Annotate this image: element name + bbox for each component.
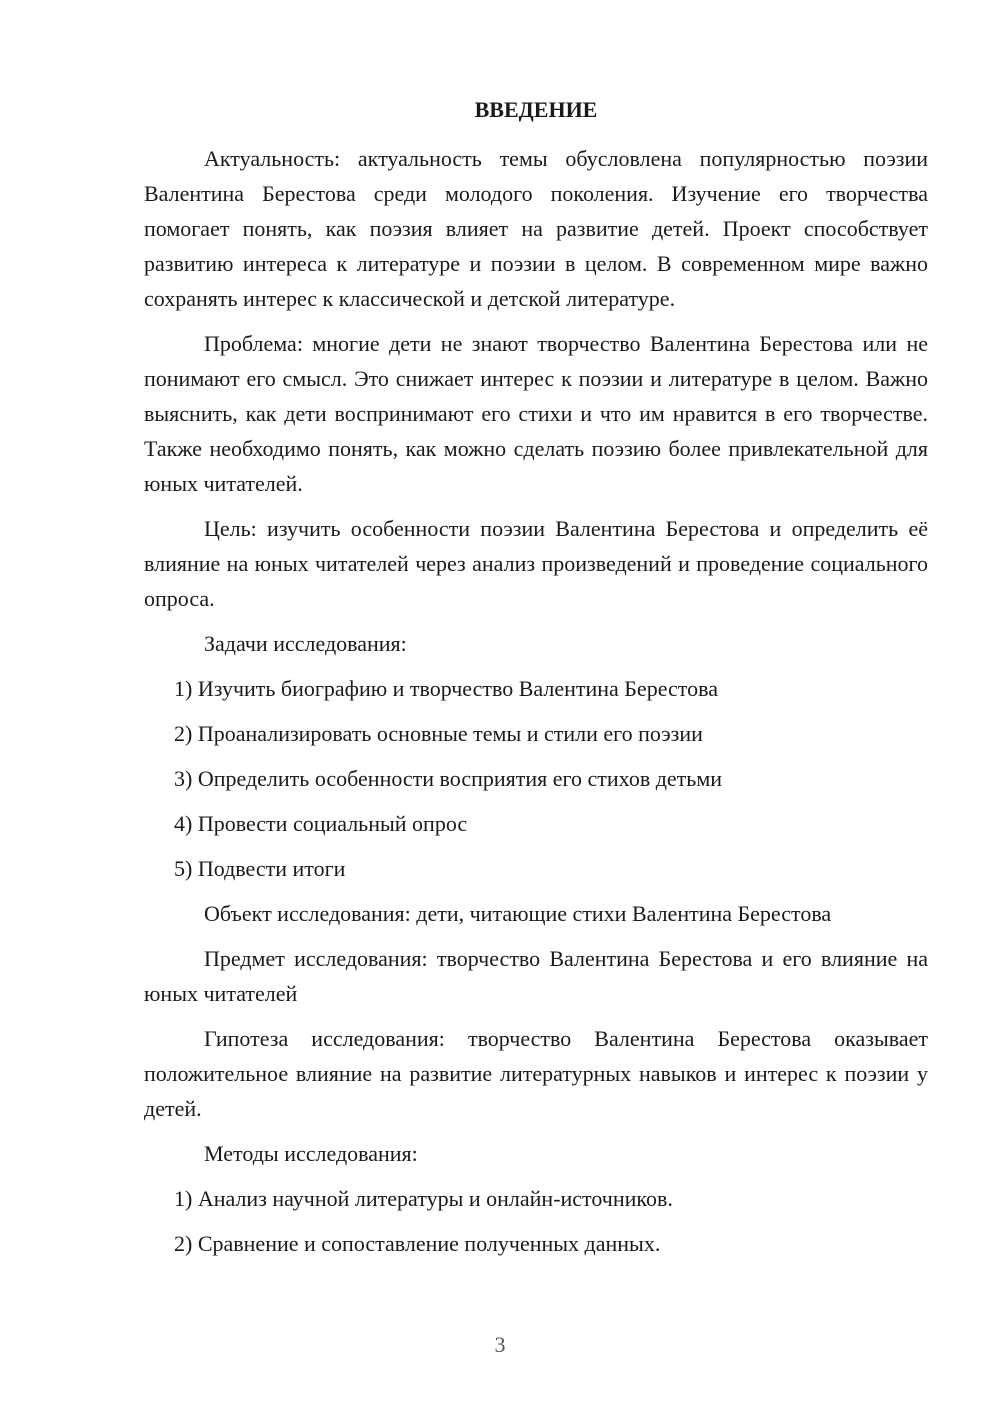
methods-heading: Методы исследования: [204,1141,418,1166]
goal-paragraph: Цель: изучить особенности поэзии Валентина Берестова и определить её влияние на юных читателей через анализ произведений и проведение социального опроса. [144,516,928,611]
task-item: 4) Провести социальный опрос [174,811,468,836]
problem-paragraph: Проблема: многие дети не знают творчество Валентина Берестова или не понимают его смысл. Это снижает интерес к поэзии и литературе в целом. Важно выяснить, как дети воспринимают его стихи и что им нравится в его творчестве. Также необходимо понять, как можно сделать поэзию более привлекательной для юных читателей. [144,331,928,496]
subject-paragraph: Предмет исследования: творчество Валентина Берестова и его влияние на юных читателей [144,946,928,1006]
section-title: ВВЕДЕНИЕ [474,97,598,122]
hypothesis-paragraph: Гипотеза исследования: творчество Валентина Берестова оказывает положительное влияние на развитие литературных навыков и интерес к поэзии у детей. [144,1026,928,1121]
task-item: 3) Определить особенности восприятия его стихов детьми [174,766,723,791]
tasks-heading: Задачи исследования: [204,631,407,656]
relevance-paragraph: Актуальность: актуальность темы обусловлена популярностью поэзии Валентина Берестова среди молодого поколения. Изучение его творчества помогает понять, как поэзия влияет на развитие детей. Проект способствует развитию интереса к литературе и поэзии в целом. В современном мире важно сохранять интерес к классической и детской литературе. [144,146,928,311]
page-number: 3 [494,1332,506,1357]
task-item: 1) Изучить биографию и творчество Валентина Берестова [174,676,718,701]
object-paragraph: Объект исследования: дети, читающие стихи Валентина Берестова [204,901,832,926]
task-item: 2) Проанализировать основные темы и стили его поэзии [174,721,703,746]
document-page [144,95,928,1271]
method-item: 1) Анализ научной литературы и онлайн-источников. [174,1186,673,1211]
method-item: 2) Сравнение и сопоставление полученных данных. [174,1231,661,1256]
task-item: 5) Подвести итоги [174,856,346,881]
